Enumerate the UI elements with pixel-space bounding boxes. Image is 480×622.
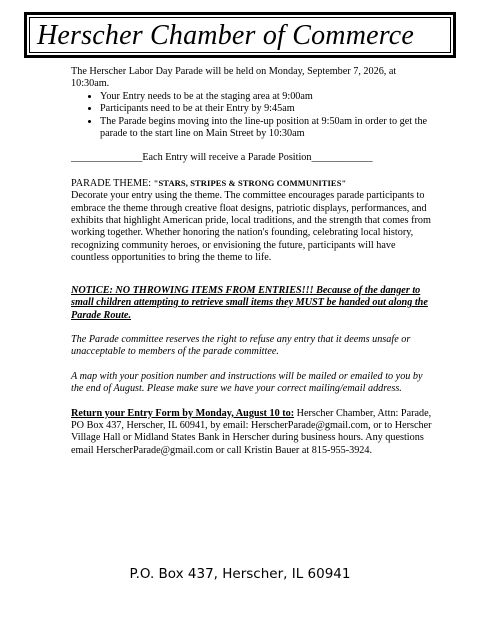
flyer-body (71, 66, 435, 457)
theme-heading (71, 177, 435, 190)
position-line: ______________Each Entry will receive a Parade Position____________ (71, 152, 373, 164)
page-title: Herscher Chamber of Commerce (37, 20, 415, 51)
theme-name: "STARS, STRIPES & STRONG COMMUNITIES" (153, 177, 347, 188)
schedule-list (71, 91, 435, 141)
schedule-item-staging: • Your Entry needs to be at the staging area at 9:00am (100, 91, 435, 103)
schedule-item-participants: • Participants need to be at their Entry by 9:45am (100, 103, 435, 115)
return-details: Herscher Chamber, Attn: Parade, PO Box 437, Herscher, IL 60941, by email: HerscherParade@gmail.com, or to Herscher Village Hall or Midland States Bank in Herscher during business hours. Any questions email HerscherParade@gmail.com or call Kristin Bauer at 815-955-3924. (71, 407, 432, 456)
theme-description: Decorate your entry using the theme. The committee encourages parade participants to embrace the theme through creative float designs, patriotic displays, performances, and exhibits that highlight American pride, local traditions, and the strength that comes from working together. Whether honoring the nation's founding, celebrating local history, recognizing community heroes, or envisioning the future, participants will have countless opportunities to bring the theme to life. (71, 190, 431, 264)
refusal-paragraph: The Parade committee reserves the right to refuse any entry that it deems unsafe or unacceptable to members of the parade committee. (71, 333, 411, 358)
return-lead: Return your Entry Form by Monday, August 10 to: (71, 407, 295, 419)
header-banner (24, 12, 456, 58)
map-info-paragraph: A map with your position number and instructions will be mailed or emailed to you by the end of August. Please make sure we have your correct mailing/email address. (71, 370, 423, 395)
notice-paragraph: NOTICE: NO THROWING ITEMS FROM ENTRIES!!! Because of the danger to small children attempting to retrieve small items they MUST be handed out along the Parade Route. (71, 284, 428, 321)
return-paragraph (71, 408, 435, 458)
schedule-item-lineup: • The Parade begins moving into the line-up position at 9:50am in order to get the parade to the start line on Main Street by 10:30am (100, 116, 435, 141)
intro-paragraph: The Herscher Labor Day Parade will be held on Monday, September 7, 2026, at 10:30am. (71, 66, 397, 90)
footer-address: P.O. Box 437, Herscher, IL 60941 (129, 566, 351, 582)
theme-label: PARADE THEME: (71, 177, 154, 189)
